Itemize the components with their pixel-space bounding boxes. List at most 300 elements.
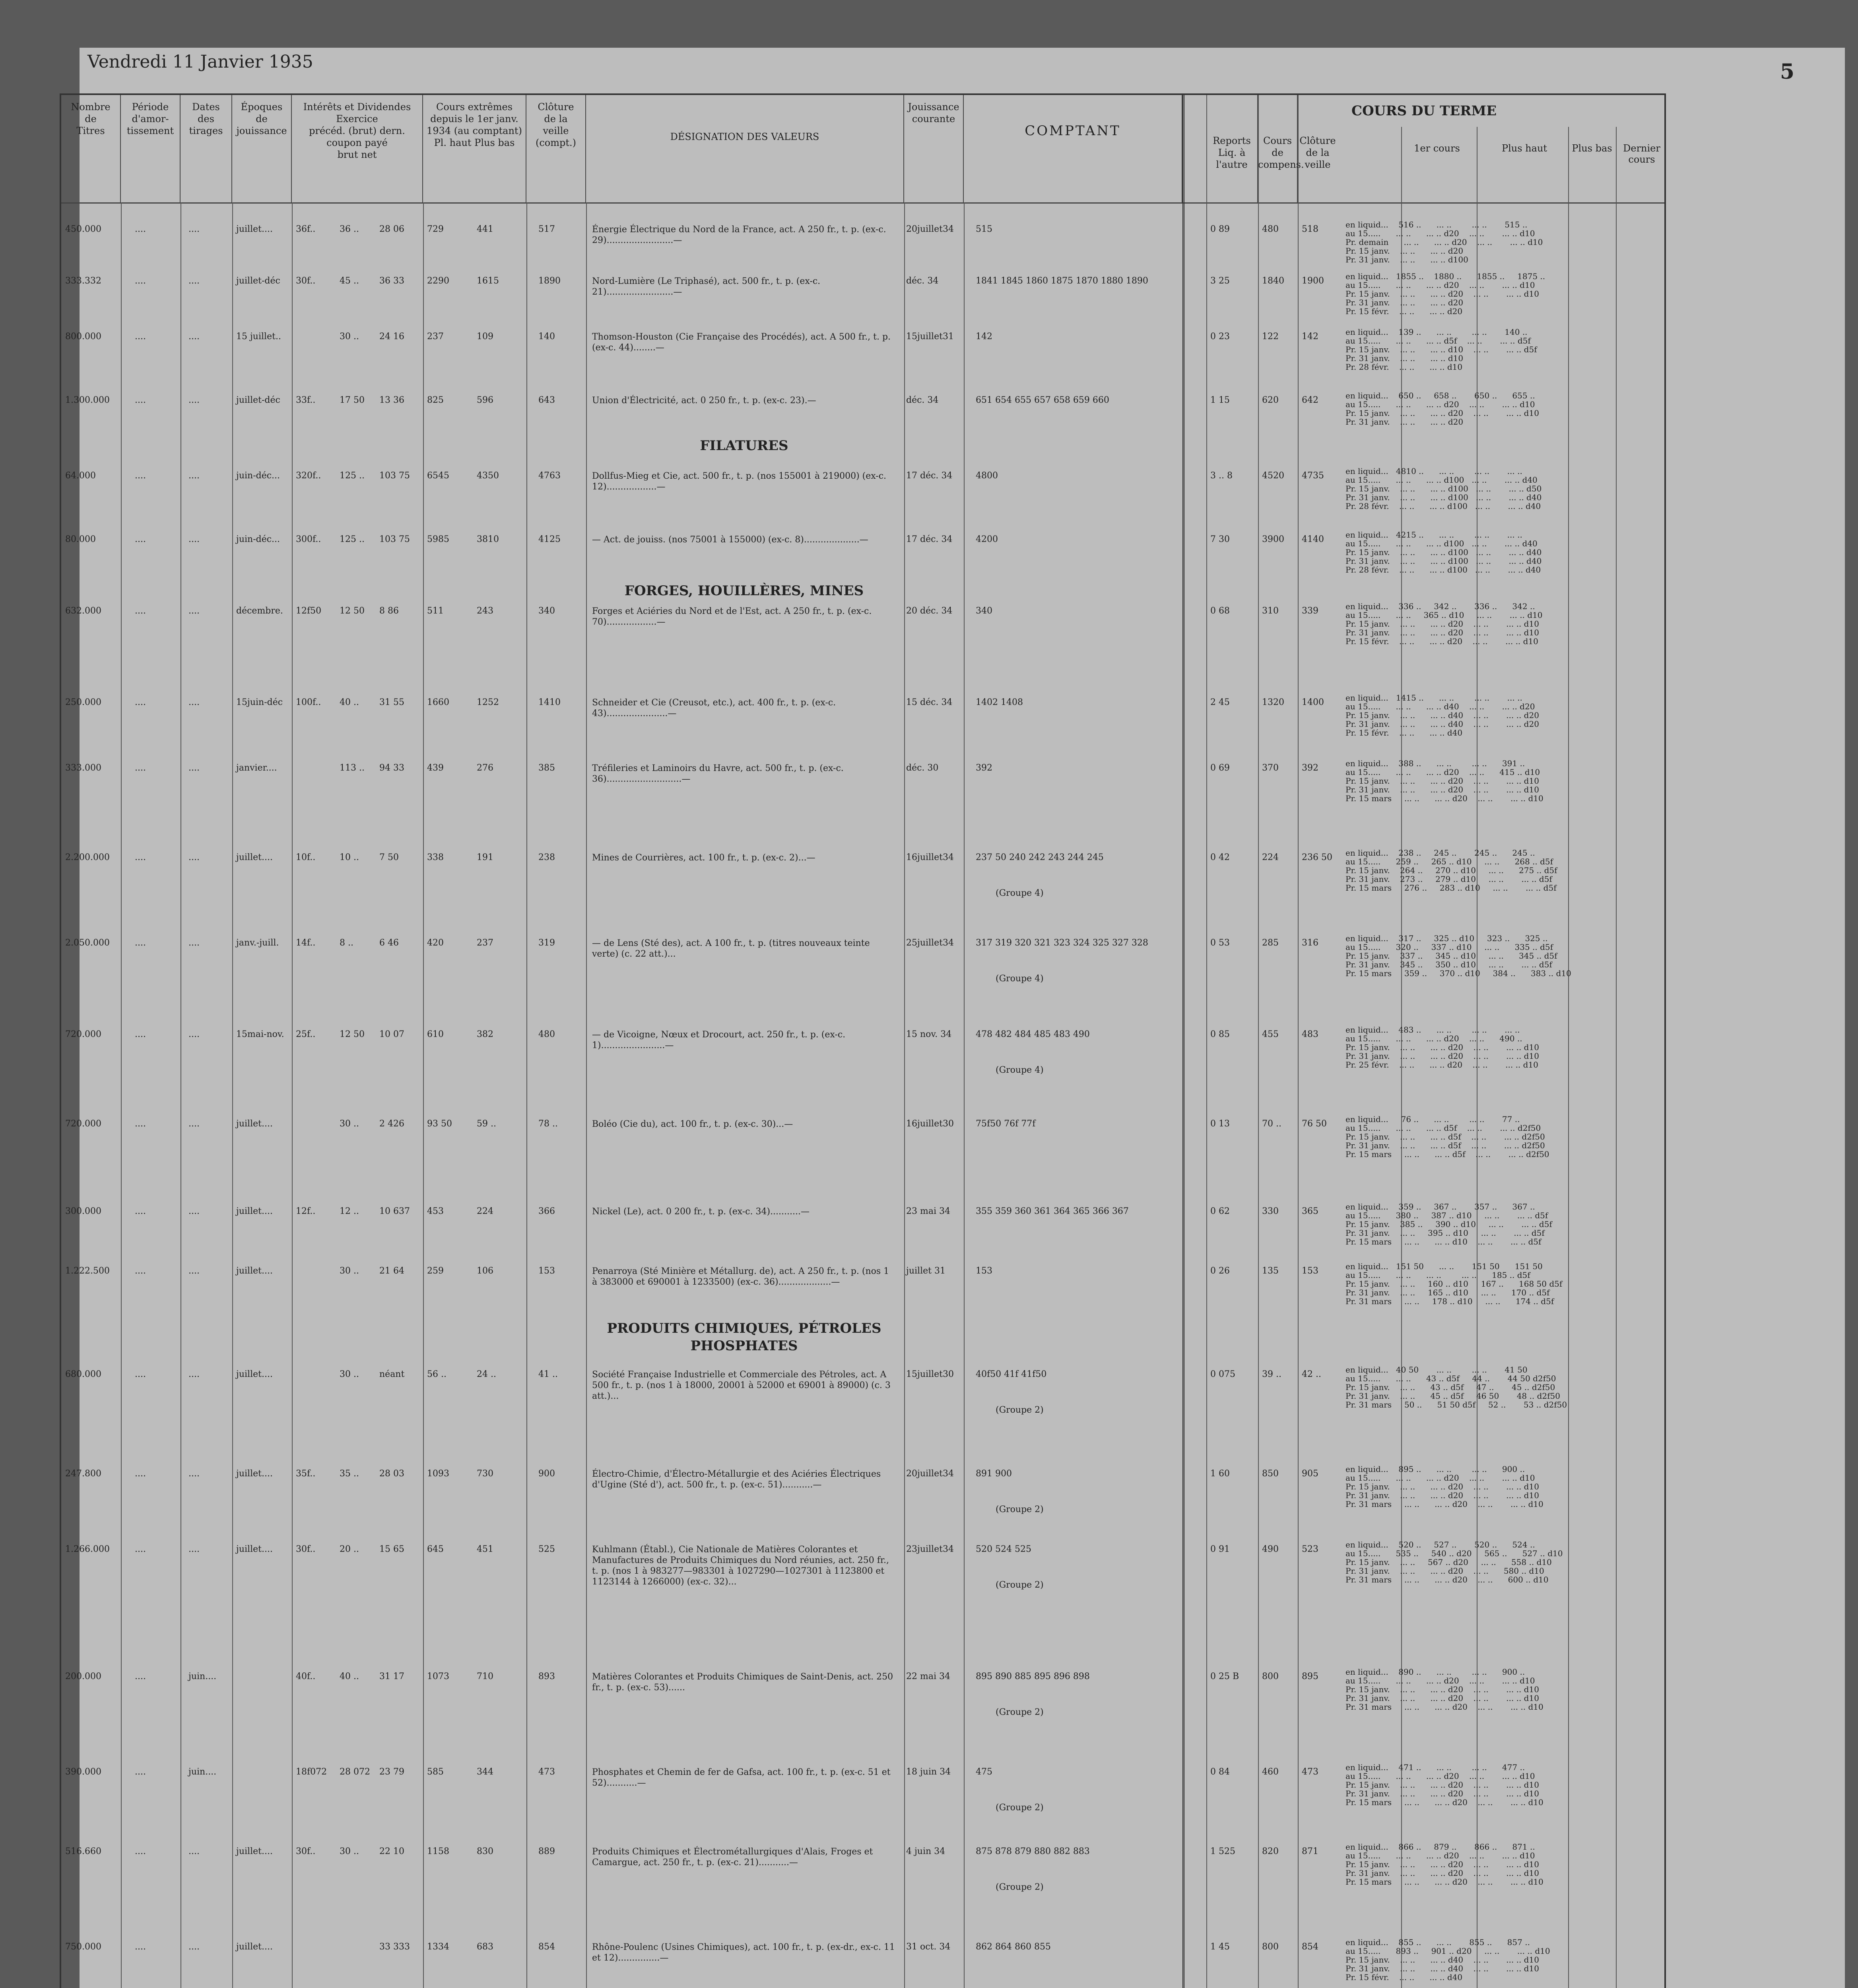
cell-coupon-brut: 45 .. <box>340 276 359 286</box>
cell-comptant-cours: 1402 1408 <box>976 697 1023 707</box>
cell-tirages: .... <box>188 1544 200 1554</box>
cell-titres: 450.000 <box>65 224 101 234</box>
cell-exercice-precedent: 14f.. <box>296 938 316 948</box>
cell-coupon-brut: 17 50 <box>340 395 365 405</box>
cell-coupon-brut: 113 .. <box>340 763 365 773</box>
cell-amortissement: .... <box>135 1672 146 1681</box>
cell-reports: 3 .. 8 <box>1210 471 1233 481</box>
cell-compensation: 800 <box>1262 1672 1279 1681</box>
cell-exercice-precedent: 33f.. <box>296 395 316 405</box>
cell-amortissement: .... <box>135 534 146 544</box>
cell-coupon-net: 6 46 <box>379 938 399 948</box>
cell-coupon-net: 13 36 <box>379 395 404 405</box>
col-header-jouissance-courante: Jouissance courante <box>904 95 964 202</box>
col-header-reports: Reports Liq. à l'autre <box>1206 95 1258 202</box>
cell-jouissance-courante: 31 oct. 34 <box>906 1942 951 1952</box>
security-designation: Thomson-Houston (Cie Française des Procédés), act. A 500 fr., t. p. (ex-c. 44)........— <box>592 332 891 353</box>
page-date: Vendredi 11 Janvier 1935 <box>87 52 313 72</box>
cell-plus-haut: 645 <box>427 1544 444 1554</box>
groupe-label: (Groupe 4) <box>996 974 1044 984</box>
cell-titres: 1.300.000 <box>65 395 110 405</box>
cell-coupon-brut: 30 .. <box>340 1119 359 1129</box>
cell-reports: 0 23 <box>1210 332 1230 342</box>
cell-amortissement: .... <box>135 852 146 862</box>
cell-amortissement: .... <box>135 697 146 707</box>
cell-tirages: .... <box>188 276 200 286</box>
cell-cloture-veille: 642 <box>1302 395 1318 405</box>
cell-titres: 64.000 <box>65 471 96 481</box>
security-designation: — de Lens (Sté des), act. A 100 fr., t. p. (titres nouveaux teinte verte) (c. 22 att.)... <box>592 938 870 959</box>
cell-reports: 0 075 <box>1210 1369 1235 1379</box>
cell-cloture-veille: 339 <box>1302 606 1318 616</box>
cell-coupon-brut: 28 072 <box>340 1767 370 1777</box>
cell-cloture-compt: 1890 <box>538 276 561 286</box>
cell-amortissement: .... <box>135 1846 146 1856</box>
cell-cloture-veille: 518 <box>1302 224 1318 234</box>
cell-tirages: .... <box>188 224 200 234</box>
cell-titres: 1.222.500 <box>65 1266 110 1276</box>
section-heading: PRODUITS CHIMIQUES, PÉTROLES PHOSPHATES <box>607 1320 881 1354</box>
cell-plus-bas: 730 <box>477 1469 493 1479</box>
cell-jouissance: juillet.... <box>236 1942 273 1952</box>
cell-jouissance: juillet.... <box>236 1544 273 1554</box>
cell-comptant-cours: 237 50 240 242 243 244 245 <box>976 852 1104 862</box>
cell-plus-haut: 338 <box>427 852 444 862</box>
cell-jouissance-courante: 18 juin 34 <box>906 1767 951 1777</box>
cell-comptant-cours: 1841 1845 1860 1875 1870 1880 1890 <box>976 276 1148 286</box>
cell-tirages: .... <box>188 852 200 862</box>
cell-coupon-net: 8 86 <box>379 606 399 616</box>
col-header-tirages: Dates des tirages <box>181 95 232 202</box>
cell-exercice-precedent: 10f.. <box>296 852 316 862</box>
section-heading: FILATURES <box>700 438 788 454</box>
cell-compensation: 39 .. <box>1262 1369 1281 1379</box>
cell-coupon-net: 94 33 <box>379 763 404 773</box>
term-quotations: en liquid... 4215 .. ... .. ... .. ... .. au 15..... ... .. ... .. d100 ... .. ... .. d40 Pr. 15 janv. ... .. ... .. d100 ... .. ... .. d40 Pr. 31 janv. ... .. ... .. d100 ... .. ... .. d40 Pr. 28 févr. ... .. ... .. d100 ... .. ... .. d40 <box>1345 530 1542 575</box>
cell-amortissement: .... <box>135 332 146 342</box>
cell-cloture-compt: 480 <box>538 1029 555 1039</box>
cell-jouissance-courante: 20 déc. 34 <box>906 606 953 616</box>
cell-coupon-brut: 30 .. <box>340 332 359 342</box>
cell-cloture-compt: 340 <box>538 606 555 616</box>
cell-exercice-precedent: 36f.. <box>296 224 316 234</box>
cell-compensation: 70 .. <box>1262 1119 1281 1129</box>
column-divider <box>121 202 122 1988</box>
security-designation: Nickel (Le), act. 0 200 fr., t. p. (ex-c. 34)...........— <box>592 1207 810 1217</box>
cell-amortissement: .... <box>135 1942 146 1952</box>
cell-coupon-net: 31 55 <box>379 697 404 707</box>
cell-jouissance: 15juin-déc <box>236 697 283 707</box>
column-divider <box>964 202 965 1988</box>
cell-coupon-net: 22 10 <box>379 1846 404 1856</box>
column-divider <box>904 202 905 1988</box>
cell-amortissement: .... <box>135 606 146 616</box>
cell-exercice-precedent: 12f50 <box>296 606 322 616</box>
cell-cloture-compt: 319 <box>538 938 555 948</box>
cell-amortissement: .... <box>135 1119 146 1129</box>
cell-cloture-veille: 142 <box>1302 332 1318 342</box>
cell-coupon-net: 10 07 <box>379 1029 404 1039</box>
cell-reports: 0 91 <box>1210 1544 1230 1554</box>
cell-plus-haut: 2290 <box>427 276 449 286</box>
cell-jouissance: juillet.... <box>236 1469 273 1479</box>
column-divider <box>1206 95 1207 1988</box>
cell-coupon-net: 2 426 <box>379 1119 404 1129</box>
cell-titres: 200.000 <box>65 1672 101 1681</box>
cell-compensation: 135 <box>1262 1266 1279 1276</box>
cell-cloture-compt: 366 <box>538 1206 555 1216</box>
cell-coupon-brut: 30 .. <box>340 1266 359 1276</box>
cell-reports: 0 26 <box>1210 1266 1230 1276</box>
cell-tirages: .... <box>188 1119 200 1129</box>
cell-jouissance-courante: juillet 31 <box>906 1266 946 1276</box>
cell-plus-haut: 1334 <box>427 1942 449 1952</box>
cell-cloture-veille: 76 50 <box>1302 1119 1327 1129</box>
cell-coupon-net: 15 65 <box>379 1544 404 1554</box>
term-quotations: en liquid... 866 .. 879 .. 866 .. 871 .. au 15..... ... .. ... .. d20 ... .. ... .. d10 Pr. 15 janv. ... .. ... .. d20 ... .. ... .. d10 Pr. 31 janv. ... .. ... .. d20 ... .. ... .. d10 Pr. 15 mars ... .. ... .. d20 ... .. ... .. d10 <box>1345 1842 1543 1887</box>
cell-reports: 0 13 <box>1210 1119 1230 1129</box>
cell-exercice-precedent: 30f.. <box>296 276 316 286</box>
cell-compensation: 455 <box>1262 1029 1279 1039</box>
cell-plus-bas: 3810 <box>477 534 499 544</box>
cell-exercice-precedent: 30f.. <box>296 1846 316 1856</box>
cell-comptant-cours: 475 <box>976 1767 992 1777</box>
cell-comptant-cours: 478 482 484 485 483 490 <box>976 1029 1090 1039</box>
term-quotations: en liquid... 4810 .. ... .. ... .. ... .. au 15..... ... .. ... .. d100 ... .. ... .. d40 Pr. 15 janv. ... .. ... .. d100 ... .. ... .. d50 Pr. 31 janv. ... .. ... .. d100 ... .. ... .. d40 Pr. 28 févr. ... .. ... .. d100 ... .. ... .. d40 <box>1345 466 1542 511</box>
cell-plus-bas: 830 <box>477 1846 493 1856</box>
cell-comptant-cours: 75f50 76f 77f <box>976 1119 1036 1129</box>
column-divider <box>1258 95 1259 1988</box>
cell-tirages: .... <box>188 1029 200 1039</box>
cell-cloture-veille: 473 <box>1302 1767 1318 1777</box>
cell-jouissance-courante: 15 nov. 34 <box>906 1029 952 1039</box>
quotation-table <box>60 93 1666 1988</box>
column-divider <box>1298 95 1299 1988</box>
cell-titres: 247.800 <box>65 1469 101 1479</box>
cell-compensation: 480 <box>1262 224 1279 234</box>
cell-cloture-veille: 523 <box>1302 1544 1318 1554</box>
cell-amortissement: .... <box>135 1544 146 1554</box>
cell-comptant-cours: 40f50 41f 41f50 <box>976 1369 1047 1379</box>
cell-jouissance-courante: déc. 30 <box>906 763 939 773</box>
cell-comptant-cours: 355 359 360 361 364 365 366 367 <box>976 1206 1129 1216</box>
cell-plus-bas: 1252 <box>477 697 499 707</box>
cell-compensation: 310 <box>1262 606 1279 616</box>
security-designation: Matières Colorantes et Produits Chimiques de Saint-Denis, act. 250 fr., t. p. (ex-c. 53)...... <box>592 1672 893 1693</box>
groupe-label: (Groupe 2) <box>996 1707 1044 1717</box>
term-section-title: COURS DU TERME <box>1351 103 1497 119</box>
cell-reports: 0 84 <box>1210 1767 1230 1777</box>
cell-jouissance: juillet.... <box>236 852 273 862</box>
security-designation: Kuhlmann (Établ.), Cie Nationale de Matières Colorantes et Manufactures de Produits Chimiques du Nord réunies, act. 250 fr., t. p. (nos 1 à 983277—983301 à 1027290—1027301 à 1123800 et 1123144 à 1266000) (ex-c. 32)... <box>592 1545 889 1587</box>
security-designation: Tréfileries et Laminoirs du Havre, act. 500 fr., t. p. (ex-c. 36)...........................— <box>592 763 844 784</box>
security-designation: Société Française Industrielle et Commerciale des Pétroles, act. A 500 fr., t. p. (nos 1 à 18000, 20001 à 52000 et 69001 à 89000) (c. 3 att.)... <box>592 1370 891 1401</box>
cell-plus-bas: 451 <box>477 1544 493 1554</box>
cell-comptant-cours: 520 524 525 <box>976 1544 1031 1554</box>
cell-reports: 0 25 B <box>1210 1672 1239 1681</box>
cell-cloture-compt: 525 <box>538 1544 555 1554</box>
cell-reports: 0 62 <box>1210 1206 1230 1216</box>
cell-compensation: 620 <box>1262 395 1279 405</box>
cell-titres: 680.000 <box>65 1369 101 1379</box>
cell-plus-bas: 276 <box>477 763 493 773</box>
cell-titres: 300.000 <box>65 1206 101 1216</box>
cell-jouissance-courante: 15juillet31 <box>906 332 954 342</box>
cell-amortissement: .... <box>135 763 146 773</box>
cell-cloture-veille: 895 <box>1302 1672 1318 1681</box>
cell-plus-haut: 1158 <box>427 1846 449 1856</box>
term-quotations: en liquid... 520 .. 527 .. 520 .. 524 .. au 15..... 535 .. 540 .. d20 565 .. 527 .. d10 Pr. 15 janv. ... .. 567 .. d20 ... .. 558 .. d10 Pr. 31 janv. ... .. ... .. d20 ... .. 580 .. d10 Pr. 31 mars ... .. ... .. d20 ... .. 600 .. d10 <box>1345 1540 1563 1584</box>
cell-titres: 750.000 <box>65 1942 101 1952</box>
cell-titres: 2.200.000 <box>65 852 110 862</box>
security-designation: Nord-Lumière (Le Triphasé), act. 500 fr., t. p. (ex-c. 21)........................— <box>592 276 821 297</box>
cell-tirages: .... <box>188 1846 200 1856</box>
cell-amortissement: .... <box>135 1266 146 1276</box>
column-divider <box>292 202 293 1988</box>
cell-jouissance-courante: 16juillet34 <box>906 852 954 862</box>
cell-tirages: .... <box>188 534 200 544</box>
cell-coupon-net: néant <box>379 1369 405 1379</box>
cell-exercice-precedent: 30f.. <box>296 1544 316 1554</box>
cell-cloture-compt: 517 <box>538 224 555 234</box>
cell-jouissance-courante: déc. 34 <box>906 276 939 286</box>
cell-plus-bas: 596 <box>477 395 493 405</box>
security-designation: Mines de Courrières, act. 100 fr., t. p. (ex-c. 2)...— <box>592 853 815 863</box>
security-designation: Forges et Aciéries du Nord et de l'Est, act. A 250 fr., t. p. (ex-c. 70)..................— <box>592 606 872 627</box>
cell-plus-haut: 585 <box>427 1767 444 1777</box>
cell-coupon-brut: 30 .. <box>340 1369 359 1379</box>
cell-coupon-net: 28 06 <box>379 224 404 234</box>
cell-plus-haut: 56 .. <box>427 1369 447 1379</box>
cell-jouissance-courante: déc. 34 <box>906 395 939 405</box>
cell-plus-bas: 1615 <box>477 276 499 286</box>
cell-comptant-cours: 392 <box>976 763 992 773</box>
term-header-premier-cours: 1er cours <box>1414 143 1460 154</box>
cell-coupon-brut: 40 .. <box>340 697 359 707</box>
cell-compensation: 285 <box>1262 938 1279 948</box>
cell-tirages: juin.... <box>188 1767 217 1777</box>
security-designation: Boléo (Cie du), act. 100 fr., t. p. (ex-c. 30)...— <box>592 1119 793 1129</box>
col-header-amortissement: Période d'amor- tissement <box>121 95 181 202</box>
cell-cloture-compt: 153 <box>538 1266 555 1276</box>
cell-cloture-veille: 483 <box>1302 1029 1318 1039</box>
cell-cloture-veille: 4140 <box>1302 534 1324 544</box>
col-header-interets: Intérêts et Dividendes Exercice précéd. (brut) dern. coupon payé brut net <box>292 95 423 202</box>
cell-comptant-cours: 875 878 879 880 882 883 <box>976 1846 1090 1856</box>
cell-comptant-cours: 153 <box>976 1266 992 1276</box>
cell-exercice-precedent: 300f.. <box>296 534 321 544</box>
cell-titres: 2.050.000 <box>65 938 110 948</box>
cell-reports: 0 68 <box>1210 606 1230 616</box>
cell-titres: 80.000 <box>65 534 96 544</box>
term-quotations: en liquid... 650 .. 658 .. 650 .. 655 .. au 15..... ... .. ... .. d20 ... .. ... .. d10 Pr. 15 janv. ... .. ... .. d20 ... .. ... .. d10 Pr. 31 janv. ... .. ... .. d20 <box>1345 391 1539 427</box>
security-designation: Électro-Chimie, d'Électro-Métallurgie et des Aciéries Électriques d'Ugine (Sté d'), act. 500 fr., t. p. (ex-c. 51)...........— <box>592 1469 881 1490</box>
cell-coupon-brut: 12 .. <box>340 1206 359 1216</box>
cell-cloture-veille: 153 <box>1302 1266 1318 1276</box>
cell-plus-haut: 1073 <box>427 1672 449 1681</box>
cell-jouissance-courante: 15juillet30 <box>906 1369 954 1379</box>
cell-cloture-compt: 78 .. <box>538 1119 558 1129</box>
cell-amortissement: .... <box>135 395 146 405</box>
comptant-terme-divider <box>1182 95 1184 1988</box>
cell-coupon-net: 24 16 <box>379 332 404 342</box>
term-quotations: en liquid... 359 .. 367 .. 357 .. 367 .. au 15..... 380 .. 387 .. d10 ... .. ... .. d5f Pr. 15 janv. 385 .. 390 .. d10 ... .. ... .. d5f Pr. 31 janv. ... .. 395 .. d10 ... .. ... .. d5f Pr. 15 mars ... .. ... .. d10 ... .. ... .. d5f <box>1345 1202 1552 1246</box>
security-designation: — Act. de jouiss. (nos 75001 à 155000) (ex-c. 8)....................— <box>592 535 868 545</box>
cell-tirages: .... <box>188 606 200 616</box>
term-quotations: en liquid... 151 50 ... .. 151 50 151 50 au 15..... ... .. ... .. ... .. 185 .. d5f Pr. 15 janv. ... .. 160 .. d10 167 .. 168 50 d5f Pr. 31 janv. ... .. 165 .. d10 ... .. 170 .. d5f Pr. 31 mars ... .. 178 .. d10 ... .. 174 .. d5f <box>1345 1262 1563 1306</box>
cell-plus-haut: 5985 <box>427 534 449 544</box>
cell-amortissement: .... <box>135 224 146 234</box>
cell-titres: 800.000 <box>65 332 101 342</box>
cell-plus-bas: 683 <box>477 1942 493 1952</box>
cell-cloture-veille: 905 <box>1302 1469 1318 1479</box>
groupe-label: (Groupe 2) <box>996 1882 1044 1892</box>
column-divider <box>586 202 587 1988</box>
cell-compensation: 490 <box>1262 1544 1279 1554</box>
cell-exercice-precedent: 35f.. <box>296 1469 316 1479</box>
cell-coupon-brut: 12 50 <box>340 606 365 616</box>
cell-tirages: .... <box>188 1206 200 1216</box>
cell-amortissement: .... <box>135 276 146 286</box>
cell-plus-bas: 191 <box>477 852 493 862</box>
cell-cloture-veille: 871 <box>1302 1846 1318 1856</box>
cell-tirages: .... <box>188 332 200 342</box>
cell-plus-haut: 729 <box>427 224 444 234</box>
cell-jouissance: juillet.... <box>236 1206 273 1216</box>
cell-reports: 1 525 <box>1210 1846 1235 1856</box>
cell-jouissance-courante: 15 déc. 34 <box>906 697 953 707</box>
cell-cloture-veille: 1400 <box>1302 697 1324 707</box>
term-quotations: en liquid... 895 .. ... .. ... .. 900 .. au 15..... ... .. ... .. d20 ... .. ... .. d10 Pr. 15 janv. ... .. ... .. d20 ... .. ... .. d10 Pr. 31 janv. ... .. ... .. d20 ... .. ... .. d10 Pr. 31 mars ... .. ... .. d20 ... .. ... .. d10 <box>1345 1464 1543 1509</box>
cell-compensation: 1320 <box>1262 697 1284 707</box>
cell-jouissance: juin-déc... <box>236 471 280 481</box>
cell-jouissance-courante: 23 mai 34 <box>906 1206 950 1216</box>
cell-coupon-net: 36 33 <box>379 276 404 286</box>
cell-titres: 333.000 <box>65 763 101 773</box>
cell-cloture-compt: 854 <box>538 1942 555 1952</box>
cell-comptant-cours: 340 <box>976 606 992 616</box>
cell-comptant-cours: 895 890 885 895 896 898 <box>976 1672 1090 1681</box>
term-header-dernier-cours: Dernier cours <box>1623 143 1660 165</box>
groupe-label: (Groupe 2) <box>996 1505 1044 1514</box>
cell-jouissance-courante: 23juillet34 <box>906 1544 954 1554</box>
cell-plus-haut: 453 <box>427 1206 444 1216</box>
term-quotations: en liquid... 139 .. ... .. ... .. 140 .. au 15..... ... .. ... .. d5f ... .. ... .. d5f Pr. 15 janv. ... .. ... .. d10 ... .. ... .. d5f Pr. 31 janv. ... .. ... .. d10 Pr. 28 févr. ... .. ... .. d10 <box>1345 327 1537 372</box>
cell-titres: 720.000 <box>65 1119 101 1129</box>
groupe-label: (Groupe 2) <box>996 1580 1044 1590</box>
term-quotations: en liquid... 471 .. ... .. ... .. 477 .. au 15..... ... .. ... .. d20 ... .. ... .. d10 Pr. 15 janv. ... .. ... .. d20 ... .. ... .. d10 Pr. 31 janv. ... .. ... .. d20 ... .. ... .. d10 Pr. 15 mars ... .. ... .. d20 ... .. ... .. d10 <box>1345 1763 1543 1807</box>
cell-coupon-net: 103 75 <box>379 534 410 544</box>
cell-plus-haut: 610 <box>427 1029 444 1039</box>
cell-jouissance-courante: 22 mai 34 <box>906 1672 950 1681</box>
cell-plus-bas: 59 .. <box>477 1119 496 1129</box>
cell-comptant-cours: 317 319 320 321 323 324 325 327 328 <box>976 938 1148 948</box>
cell-plus-bas: 109 <box>477 332 493 342</box>
cell-reports: 2 45 <box>1210 697 1230 707</box>
cell-coupon-brut: 12 50 <box>340 1029 365 1039</box>
cell-plus-haut: 1660 <box>427 697 449 707</box>
term-quotations: en liquid... 516 .. ... .. ... .. 515 .. au 15..... ... .. ... .. d20 ... .. ... .. d10 Pr. demain ... .. ... .. d20 ... .. ... .. d10 Pr. 15 janv. ... .. ... .. d20 Pr. 31 janv. ... .. ... .. d100 <box>1345 220 1543 264</box>
cell-reports: 0 89 <box>1210 224 1230 234</box>
cell-cloture-veille: 236 50 <box>1302 852 1332 862</box>
cell-titres: 516.660 <box>65 1846 101 1856</box>
cell-amortissement: .... <box>135 938 146 948</box>
term-quotations: en liquid... 40 50 ... .. ... .. 41 50 au 15..... ... .. 43 .. d5f 44 .. 44 50 d2f50 Pr. 15 janv. ... .. 43 .. d5f 47 .. 45 .. d2f50 Pr. 31 janv. ... .. 45 .. d5f 46 50 48 .. d2f50 Pr. 31 mars 50 .. 51 50 d5f 52 .. 53 .. d2f50 <box>1345 1365 1567 1409</box>
cell-reports: 7 30 <box>1210 534 1230 544</box>
term-quotations: en liquid... 238 .. 245 .. 245 .. 245 .. au 15..... 259 .. 265 .. d10 ... .. 268 .. d5f Pr. 15 janv. 264 .. 270 .. d10 ... .. 275 .. d5f Pr. 31 janv. 273 .. 279 .. d10 ... .. ... .. d5f Pr. 15 mars 276 .. 283 .. d10 ... .. ... .. d5f <box>1345 848 1557 893</box>
cell-plus-haut: 93 50 <box>427 1119 452 1129</box>
cell-plus-haut: 439 <box>427 763 444 773</box>
cell-tirages: .... <box>188 763 200 773</box>
cell-cloture-compt: 385 <box>538 763 555 773</box>
cell-compensation: 800 <box>1262 1942 1279 1952</box>
cell-coupon-net: 31 17 <box>379 1672 404 1681</box>
cell-jouissance-courante: 20juillet34 <box>906 224 954 234</box>
cell-plus-bas: 441 <box>477 224 493 234</box>
cell-amortissement: .... <box>135 1469 146 1479</box>
cell-tirages: .... <box>188 697 200 707</box>
cell-cloture-compt: 4763 <box>538 471 561 481</box>
cell-exercice-precedent: 18f072 <box>296 1767 327 1777</box>
cell-cloture-veille: 1900 <box>1302 276 1324 286</box>
cell-amortissement: .... <box>135 1767 146 1777</box>
term-quotations: en liquid... 388 .. ... .. ... .. 391 .. au 15..... ... .. ... .. d20 ... .. 415 .. d10 Pr. 15 janv. ... .. ... .. d20 ... .. ... .. d10 Pr. 31 janv. ... .. ... .. d20 ... .. ... .. d10 Pr. 15 mars ... .. ... .. d20 ... .. ... .. d10 <box>1345 759 1543 803</box>
groupe-label: (Groupe 4) <box>996 888 1044 898</box>
cell-reports: 0 42 <box>1210 852 1230 862</box>
cell-jouissance: décembre. <box>236 606 283 616</box>
page-number: 5 <box>1780 60 1794 84</box>
cell-plus-haut: 6545 <box>427 471 449 481</box>
cell-jouissance: juillet-déc <box>236 276 280 286</box>
cell-plus-bas: 24 .. <box>477 1369 496 1379</box>
cell-cloture-veille: 392 <box>1302 763 1318 773</box>
cell-tirages: .... <box>188 938 200 948</box>
col-header-comptant: COMPTANT <box>964 95 1182 202</box>
cell-compensation: 820 <box>1262 1846 1279 1856</box>
cell-jouissance: juillet.... <box>236 1266 273 1276</box>
cell-jouissance: juillet.... <box>236 1369 273 1379</box>
cell-plus-bas: 4350 <box>477 471 499 481</box>
cell-coupon-brut: 40 .. <box>340 1672 359 1681</box>
cell-tirages: juin.... <box>188 1672 217 1681</box>
cell-cloture-compt: 140 <box>538 332 555 342</box>
cell-exercice-precedent: 320f.. <box>296 471 321 481</box>
cell-amortissement: .... <box>135 1206 146 1216</box>
cell-cloture-veille: 4735 <box>1302 471 1324 481</box>
term-quotations: en liquid... 1855 .. 1880 .. 1855 .. 1875 .. au 15..... ... .. ... .. d20 ... .. ... .. d10 Pr. 15 janv. ... .. ... .. d20 ... .. ... .. d10 Pr. 31 janv. ... .. ... .. d20 Pr. 15 févr. ... .. ... .. d20 <box>1345 272 1545 316</box>
cell-coupon-brut: 125 .. <box>340 471 365 481</box>
cell-coupon-net: 28 03 <box>379 1469 404 1479</box>
cell-cloture-compt: 893 <box>538 1672 555 1681</box>
term-header-plus-bas: Plus bas <box>1572 143 1612 154</box>
cell-exercice-precedent: 25f.. <box>296 1029 316 1039</box>
cell-jouissance: juillet.... <box>236 1119 273 1129</box>
cell-compensation: 1840 <box>1262 276 1284 286</box>
cell-cloture-veille: 854 <box>1302 1942 1318 1952</box>
cell-tirages: .... <box>188 395 200 405</box>
cell-comptant-cours: 651 654 655 657 658 659 660 <box>976 395 1109 405</box>
cell-plus-bas: 106 <box>477 1266 493 1276</box>
cell-compensation: 224 <box>1262 852 1279 862</box>
cell-jouissance-courante: 16juillet30 <box>906 1119 954 1129</box>
security-designation: Énergie Électrique du Nord de la France, act. A 250 fr., t. p. (ex-c. 29)........................— <box>592 225 886 245</box>
col-header-extremes: Cours extrêmes depuis le 1er janv. 1934 (au comptant) Pl. haut Plus bas <box>423 95 526 202</box>
cell-cloture-compt: 4125 <box>538 534 561 544</box>
cell-jouissance: 15 juillet.. <box>236 332 281 342</box>
cell-comptant-cours: 515 <box>976 224 992 234</box>
cell-jouissance-courante: 25juillet34 <box>906 938 954 948</box>
cell-coupon-brut: 35 .. <box>340 1469 359 1479</box>
